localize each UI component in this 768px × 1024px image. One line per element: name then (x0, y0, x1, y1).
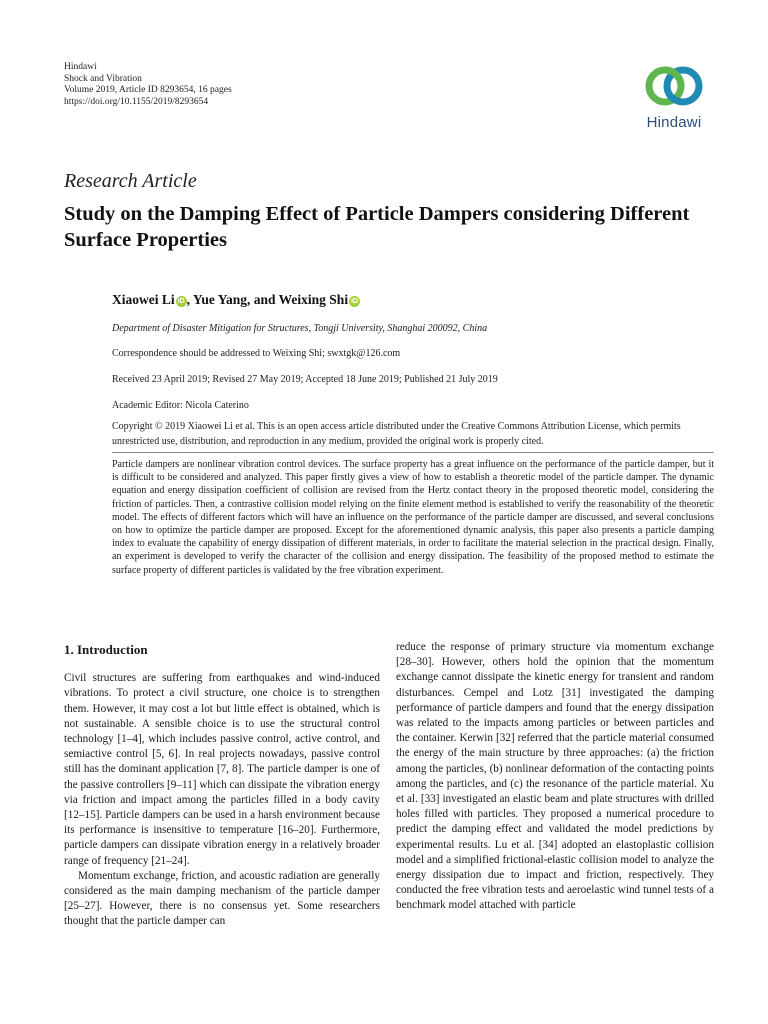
orcid-icon[interactable]: iD (351, 298, 359, 305)
academic-editor: Academic Editor: Nicola Caterino (112, 400, 249, 411)
author-rest: , Yue Yang, and Weixing Shi (186, 292, 349, 307)
section-heading: 1. Introduction (64, 642, 148, 657)
doi-link[interactable]: https://doi.org/10.1155/2019/8293654 (64, 96, 209, 107)
copyright-notice: Copyright © 2019 Xiaowei Li et al. This is an open access article distributed under the Creative Commons Attribution License, which permits unrestricted use, distribution, and reproduction in any medium, provided the original work is properly cited. (112, 421, 681, 447)
affiliation: Department of Disaster Mitigation for Structures, Tongji University, Shanghai 200092, China (112, 323, 488, 334)
author-list (112, 292, 360, 308)
intro-paragraph-2: Momentum exchange, friction, and acoustic radiation are generally considered as the main damping mechanism of the particle damper [25–27]. However, there is no consensus yet. Some researchers thought that the particle damper can (64, 869, 380, 928)
column-right (396, 640, 714, 914)
intro-paragraph-1: Civil structures are suffering from earthquakes and wind-induced vibrations. To protect a civil structure, one choice is to strengthen them. However, it may cost a lot but little effect is obtained, which is not sustainable. A sensible choice is to use the structural control technology [1–4], which includes passive control, active control, and semiactive control [5, 6]. In real projects nowadays, passive control still has the dominant application [7, 8]. The particle damper is one of the passive controllers [9–11] which can dissipate the vibration energy via friction and impact among the particles filled in a body cavity [12–15]. Particle dampers can be used in a harsh environment because its performance is insensitive to temperature [16–20]. Furthermore, particle dampers can dissipate vibration energy in a relatively broader range of frequency [21–24]. (64, 672, 380, 867)
divider (112, 452, 714, 453)
journal-name: Shock and Vibration (64, 73, 142, 84)
author-li[interactable]: Xiaowei Li (112, 292, 175, 307)
correspondence: Correspondence should be addressed to Weixing Shi; swxtgk@126.com (112, 348, 401, 359)
intro-paragraph-3: reduce the response of primary structure via momentum exchange [28–30]. However, others hold the opinion that the momentum exchange cannot dissipate the kinetic energy for transient and random disturbances. Cempel and Lotz [31] investigated the damping performance of particle dampers and found that the energy dissipation was related to the impacts among particles or between particles and the container. Kerwin [32] referred that the particle material consumed the energy of the main structure by three approaches: (a) the friction among the particles, (b) nonlinear deformation of the contacting points among the particles, and (c) the resonance of the particle material. Xu et al. [33] investigated an elastic beam and plate structures with drilled holes filled with particles. They proposed a numerical procedure to predict the damping effect and validated the model predictions by experimental results. Lu et al. [34] adopted an elastoplastic collision model and a simplified frictional-elastic collision model to analyze the energy dissipation due to impact and friction, respectively. They conducted the free vibration tests and aeroelastic wind tunnel tests of a benchmark model attached with particle (396, 641, 714, 912)
column-left (64, 640, 380, 930)
abstract: Particle dampers are nonlinear vibration control devices. The surface property has a great influence on the performance of the particle damper, but it is difficult to be considered and analyzed. This paper firstly gives a view of how to establish a theoretic model of the particle damper. The dynamic equation and energy dissipation coefficient of collision are revised from the Hertz contact theory in the proposed theoretic model, considering the friction of particles. Then, a contrastive collision model relying on the finite element method is established to verify the reasonability of the theoretic model. The effects of different factors which will have an influence on the performance of the particle damper are discussed, and several conclusions on how to optimize the particle damper are proposed. Except for the aforementioned dynamic analysis, this paper also presents a particle damping index to evaluate the capability of energy dissipation of different materials, in order to facilitate the material selection in the practical design. Finally, an experiment is developed to verify the character of the collision and energy dissipation. The feasibility of the proposed method to estimate the surface property of different particles is validated by the free vibration experiment. (112, 459, 714, 576)
volume-line: Volume 2019, Article ID 8293654, 16 pages (64, 85, 232, 95)
journal-meta (64, 62, 232, 108)
orcid-icon[interactable]: iD (177, 298, 185, 305)
publication-dates: Received 23 April 2019; Revised 27 May 2019; Accepted 18 June 2019; Published 21 July 2019 (112, 374, 498, 385)
logo-wordmark: Hindawi (646, 114, 702, 131)
article-type: Research Article (64, 170, 197, 192)
publisher-name: Hindawi (64, 62, 97, 72)
article-title: Study on the Damping Effect of Particle Dampers considering Different Surface Properties (64, 203, 690, 251)
